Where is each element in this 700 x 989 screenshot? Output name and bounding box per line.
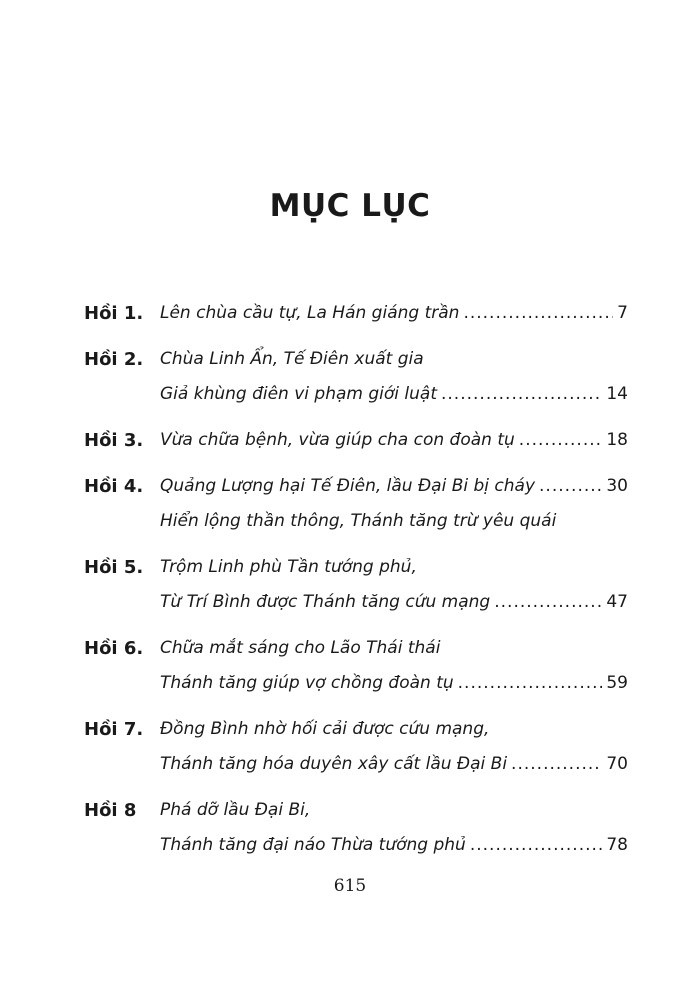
toc-entry bbox=[84, 712, 628, 782]
toc-entry bbox=[84, 469, 628, 539]
toc-entry bbox=[84, 550, 628, 620]
chapter-label: Hồi 2. bbox=[84, 349, 144, 370]
chapter-title-line bbox=[160, 666, 628, 701]
toc-entry bbox=[84, 793, 628, 863]
chapter-page-number: 7 bbox=[617, 303, 628, 323]
toc-entry bbox=[84, 631, 628, 701]
page-title: MỤC LỤC bbox=[269, 188, 431, 224]
chapter-title: Thánh tăng giúp vợ chồng đoàn tụ bbox=[160, 673, 454, 693]
dot-leader bbox=[463, 296, 613, 331]
chapter-title: Quảng Lượng hại Tế Điên, lầu Đại Bi bị cháy bbox=[160, 476, 536, 496]
table-of-contents bbox=[84, 296, 628, 874]
chapter-label: Hồi 8 bbox=[84, 800, 137, 821]
chapter-page-number: 70 bbox=[606, 754, 628, 774]
chapter-page-number: 18 bbox=[606, 430, 628, 450]
chapter-label: Hồi 5. bbox=[84, 557, 144, 578]
chapter-title: Thánh tăng đại náo Thừa tướng phủ bbox=[160, 835, 466, 855]
chapter-title-line bbox=[160, 631, 628, 666]
chapter-page-number: 78 bbox=[606, 835, 628, 855]
chapter-label: Hồi 4. bbox=[84, 476, 144, 497]
chapter-title-line bbox=[160, 377, 628, 412]
chapter-page-number: 30 bbox=[606, 476, 628, 496]
chapter-title-line bbox=[160, 469, 628, 504]
dot-leader bbox=[470, 828, 603, 863]
chapter-title-line bbox=[160, 793, 628, 828]
chapter-title-line bbox=[160, 828, 628, 863]
chapter-title: Lên chùa cầu tự, La Hán giáng trần bbox=[160, 303, 460, 323]
toc-entry bbox=[84, 296, 628, 331]
chapter-label: Hồi 7. bbox=[84, 719, 144, 740]
chapter-title-line bbox=[160, 296, 628, 331]
chapter-page-number: 59 bbox=[606, 673, 628, 693]
chapter-title-line bbox=[160, 504, 628, 539]
dot-leader bbox=[494, 585, 602, 620]
chapter-title-line bbox=[160, 342, 628, 377]
chapter-title-line bbox=[160, 585, 628, 620]
chapter-title: Chùa Linh Ẩn, Tế Điên xuất gia bbox=[160, 349, 424, 369]
chapter-title: Đồng Bình nhờ hối cải được cứu mạng, bbox=[160, 719, 490, 739]
chapter-title-line bbox=[160, 712, 628, 747]
chapter-page-number: 14 bbox=[606, 384, 628, 404]
dot-leader bbox=[441, 377, 602, 412]
chapter-title: Chữa mắt sáng cho Lão Thái thái bbox=[160, 638, 441, 658]
chapter-title: Từ Trí Bình được Thánh tăng cứu mạng bbox=[160, 592, 491, 612]
chapter-title-line bbox=[160, 747, 628, 782]
chapter-title-line bbox=[160, 423, 628, 458]
chapter-title: Phá dỡ lầu Đại Bi, bbox=[160, 800, 311, 820]
chapter-label: Hồi 1. bbox=[84, 303, 144, 324]
chapter-title: Giả khùng điên vi phạm giới luật bbox=[160, 384, 437, 404]
chapter-label: Hồi 6. bbox=[84, 638, 144, 659]
chapter-title: Hiển lộng thần thông, Thánh tăng trừ yêu quái bbox=[160, 511, 557, 531]
dot-leader bbox=[519, 423, 603, 458]
chapter-title: Vừa chữa bệnh, vừa giúp cha con đoàn tụ bbox=[160, 430, 515, 450]
chapter-page-number: 47 bbox=[606, 592, 628, 612]
dot-leader bbox=[458, 666, 603, 701]
chapter-title-line bbox=[160, 550, 628, 585]
chapter-title: Trộm Linh phù Tần tướng phủ, bbox=[160, 557, 417, 577]
dot-leader bbox=[539, 469, 602, 504]
chapter-title: Thánh tăng hóa duyên xây cất lầu Đại Bi bbox=[160, 754, 508, 774]
toc-entry bbox=[84, 342, 628, 412]
toc-entry bbox=[84, 423, 628, 458]
dot-leader bbox=[511, 747, 602, 782]
chapter-label: Hồi 3. bbox=[84, 430, 144, 451]
page-number: 615 bbox=[333, 876, 367, 896]
